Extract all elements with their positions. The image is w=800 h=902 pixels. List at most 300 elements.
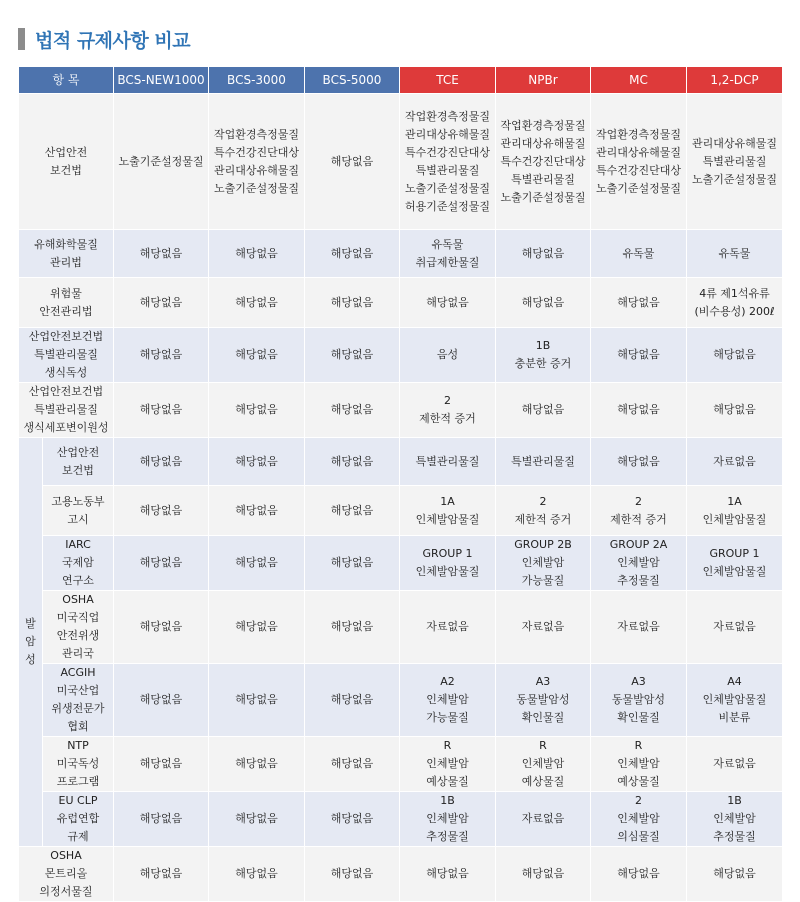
- table-cell: [209, 737, 305, 792]
- cell-value-line: 자료없음: [713, 620, 756, 633]
- table-cell: [687, 278, 783, 328]
- row-label-line: ACGIH: [60, 666, 96, 679]
- table-cell: [400, 486, 496, 536]
- row-label-line: 의정서물질: [39, 885, 93, 898]
- cell-value-line: 허용기준설정물질: [404, 199, 490, 213]
- page-title: 법적 규제사항 비교: [35, 29, 191, 52]
- cell-value-line: R: [634, 739, 643, 752]
- cell-value-line: 인체발암: [521, 757, 565, 770]
- header-npbr: NPBr: [496, 67, 591, 94]
- row-label-line: 협회: [67, 720, 89, 733]
- row-label-line: 위험물: [50, 286, 82, 300]
- table-cell: [687, 847, 783, 902]
- cell-value-line: 해당없음: [617, 348, 660, 361]
- cell-value-line: 유독물: [622, 246, 655, 260]
- table-cell: [400, 230, 496, 278]
- table-cell: [591, 383, 687, 438]
- row-label: [43, 591, 114, 664]
- row-label-line: 산업안전: [44, 145, 88, 159]
- table-cell: [114, 94, 209, 230]
- cell-value-line: 노출기준설정물질: [500, 190, 586, 204]
- table-cell: [114, 328, 209, 383]
- table-cell: [400, 664, 496, 737]
- cell-value-line: GROUP 1: [709, 547, 760, 560]
- header-tce: TCE: [400, 67, 496, 94]
- cell-value-line: 인체발암물질: [702, 565, 767, 578]
- cell-value-line: 특별관리물질: [415, 163, 480, 177]
- row-label-line: 관리법: [50, 255, 82, 269]
- cell-value-line: 해당없음: [330, 348, 374, 361]
- table-cell: [305, 94, 400, 230]
- table-body: [19, 94, 783, 902]
- table-cell: [400, 94, 496, 230]
- table-cell: [305, 486, 400, 536]
- table-cell: [400, 792, 496, 847]
- row-label-line: 특별관리물질: [34, 348, 98, 361]
- cell-value-line: 해당없음: [713, 348, 756, 361]
- table-cell: [305, 591, 400, 664]
- header-bcs-new1000: BCS-NEW1000: [114, 67, 209, 94]
- cell-value-line: 해당없음: [330, 154, 374, 168]
- row-label-line: NTP: [67, 739, 89, 752]
- cell-value-line: 노출기준설정물질: [118, 154, 204, 168]
- table-cell: [687, 230, 783, 278]
- table-row: [19, 230, 783, 278]
- cell-value-line: 추정물질: [713, 830, 756, 843]
- cell-value-line: 자료없음: [521, 620, 565, 633]
- row-label-line: 고용노동부: [51, 494, 105, 508]
- table-row: [19, 737, 783, 792]
- table-cell: [114, 737, 209, 792]
- row-label-line: 몬트리올: [44, 867, 88, 880]
- row-label: [43, 737, 114, 792]
- cell-value-line: 인체발암: [426, 757, 469, 770]
- cell-value-line: 해당없음: [235, 867, 278, 880]
- cell-value-line: 동물발암성: [611, 693, 666, 706]
- table-cell: [305, 328, 400, 383]
- cell-value-line: 동물발암성: [516, 693, 570, 706]
- table-cell: [496, 664, 591, 737]
- cell-value-line: 해당없음: [617, 403, 660, 416]
- table-row: [19, 847, 783, 902]
- section-title: [18, 26, 190, 52]
- cell-value-line: 해당없음: [139, 503, 183, 517]
- table-cell: [496, 383, 591, 438]
- cell-value-line: 제한적 증거: [610, 512, 667, 526]
- table-cell: [114, 536, 209, 591]
- cell-value-line: 확인물질: [521, 711, 565, 724]
- row-label-line: EU CLP: [58, 794, 98, 807]
- cell-value-line: 자료없음: [426, 620, 469, 633]
- table-cell: [209, 94, 305, 230]
- header-item: 항 목: [19, 67, 114, 94]
- cell-value-line: 특수건강진단대상: [213, 145, 299, 159]
- cell-value-line: 해당없음: [330, 556, 374, 569]
- table-row: [19, 792, 783, 847]
- table-cell: [209, 591, 305, 664]
- row-label-line: 국제암: [62, 556, 94, 569]
- table-cell: [209, 438, 305, 486]
- cell-value-line: 음성: [436, 348, 459, 361]
- cell-value-line: 해당없음: [235, 295, 278, 309]
- cell-value-line: 해당없음: [617, 454, 660, 468]
- cell-value-line: 2: [635, 494, 642, 508]
- table-cell: [591, 737, 687, 792]
- cell-value-line: 해당없음: [330, 454, 374, 468]
- row-label-line: 프로그램: [56, 775, 100, 788]
- cell-value-line: 해당없음: [139, 295, 183, 309]
- table-cell: [687, 591, 783, 664]
- table-cell: [496, 438, 591, 486]
- row-label: [19, 847, 114, 902]
- cell-value-line: 해당없음: [235, 620, 278, 633]
- row-label: [19, 328, 114, 383]
- cell-value-line: GROUP 2B: [514, 538, 572, 551]
- table-cell: [687, 737, 783, 792]
- table-cell: [305, 278, 400, 328]
- table-cell: [591, 847, 687, 902]
- row-label-line: 안전위생: [56, 629, 100, 642]
- row-label-line: 위생전문가: [51, 702, 105, 715]
- table-row: [19, 278, 783, 328]
- row-label-line: 규제: [67, 830, 89, 843]
- row-label-line: 연구소: [62, 574, 94, 587]
- table-cell: [114, 438, 209, 486]
- cell-value-line: 충분한 증거: [514, 357, 572, 370]
- cell-value-line: 해당없음: [330, 867, 374, 880]
- cell-value-line: R: [539, 739, 547, 752]
- cell-value-line: 관리대상유해물질: [595, 145, 681, 159]
- table-cell: [496, 486, 591, 536]
- cell-value-line: 관리대상유해물질: [500, 136, 586, 150]
- cell-value-line: 가능물질: [521, 574, 565, 587]
- cell-value-line: 인체발암물질: [702, 693, 767, 706]
- table-cell: [687, 438, 783, 486]
- table-cell: [114, 486, 209, 536]
- cell-value-line: 해당없음: [330, 620, 374, 633]
- cell-value-line: 노출기준설정물질: [595, 181, 681, 195]
- cell-value-line: 인체발암: [521, 556, 565, 569]
- cell-value-line: GROUP 1: [422, 547, 473, 560]
- header-row: [19, 67, 783, 94]
- cell-value-line: 1A: [727, 494, 742, 508]
- table-cell: [209, 664, 305, 737]
- cell-value-line: 해당없음: [330, 246, 374, 260]
- cell-value-line: 작업환경측정물질: [595, 127, 681, 141]
- table-row: [19, 536, 783, 591]
- row-label-line: 산업안전: [56, 445, 100, 459]
- header-bcs-3000: BCS-3000: [209, 67, 305, 94]
- table-cell: [496, 737, 591, 792]
- cell-value-line: 인체발암물질: [415, 565, 480, 578]
- cell-value-line: 해당없음: [139, 348, 183, 361]
- cell-value-line: 노출기준설정물질: [404, 181, 490, 195]
- cell-value-line: GROUP 2A: [609, 538, 668, 551]
- table-cell: [114, 847, 209, 902]
- cell-value-line: 인체발암물질: [415, 512, 480, 526]
- row-label-line: 유럽연합: [56, 812, 100, 825]
- table-cell: [687, 94, 783, 230]
- cell-value-line: 2: [444, 394, 451, 407]
- table-cell: [305, 230, 400, 278]
- table-row: [19, 438, 783, 486]
- row-label: [43, 486, 114, 536]
- row-label: [43, 438, 114, 486]
- cell-value-line: 해당없음: [426, 867, 469, 880]
- cell-value-line: 해당없음: [235, 693, 278, 706]
- cell-value-line: A2: [440, 675, 455, 688]
- row-label: [43, 664, 114, 737]
- table-cell: [400, 328, 496, 383]
- cell-value-line: 4류 제1석유류: [699, 286, 770, 300]
- cell-value-line: 해당없음: [521, 867, 565, 880]
- table-cell: [209, 847, 305, 902]
- cell-value-line: 해당없음: [235, 757, 278, 770]
- row-label-line: 생식독성: [44, 366, 88, 379]
- table-cell: [400, 737, 496, 792]
- cell-value-line: 해당없음: [235, 556, 278, 569]
- cell-value-line: 인체발암: [713, 812, 756, 825]
- cell-value-line: 인체발암: [426, 812, 469, 825]
- cell-value-line: 해당없음: [521, 403, 565, 416]
- carcinogenicity-group-label: [19, 438, 43, 847]
- row-label-line: 생식세포변이원성: [23, 421, 109, 434]
- cell-value-line: A4: [727, 675, 742, 688]
- cell-value-line: 2: [539, 494, 547, 508]
- table-cell: [687, 792, 783, 847]
- table-cell: [305, 847, 400, 902]
- cell-value-line: 비분류: [718, 711, 751, 724]
- row-label-line: 특별관리물질: [34, 403, 98, 416]
- group-label-char: 발: [25, 617, 36, 630]
- table-cell: [591, 591, 687, 664]
- cell-value-line: 예상물질: [617, 775, 660, 788]
- cell-value-line: 유독물: [718, 246, 751, 260]
- table-cell: [209, 383, 305, 438]
- cell-value-line: 추정물질: [617, 574, 660, 587]
- cell-value-line: 해당없음: [235, 403, 278, 416]
- table-cell: [114, 278, 209, 328]
- table-cell: [687, 383, 783, 438]
- table-cell: [591, 328, 687, 383]
- table-cell: [400, 438, 496, 486]
- cell-value-line: 노출기준설정물질: [691, 172, 777, 186]
- cell-value-line: 작업환경측정물질: [404, 109, 490, 123]
- table-cell: [591, 486, 687, 536]
- cell-value-line: 특별관리물질: [511, 172, 575, 186]
- cell-value-line: 작업환경측정물질: [500, 118, 586, 132]
- cell-value-line: 해당없음: [235, 503, 278, 517]
- cell-value-line: 인체발암: [617, 556, 660, 569]
- row-label-line: 미국독성: [56, 757, 100, 770]
- cell-value-line: 인체발암물질: [702, 512, 767, 526]
- row-label-line: 미국직업: [56, 611, 100, 624]
- cell-value-line: 해당없음: [139, 246, 183, 260]
- cell-value-line: 해당없음: [235, 246, 278, 260]
- group-label-char: 성: [25, 653, 36, 666]
- table-cell: [591, 792, 687, 847]
- table-cell: [591, 664, 687, 737]
- table-cell: [687, 536, 783, 591]
- row-label-line: 산업안전보건법: [28, 330, 104, 343]
- cell-value-line: 인체발암: [617, 812, 660, 825]
- table-cell: [305, 792, 400, 847]
- cell-value-line: 자료없음: [617, 620, 660, 633]
- cell-value-line: 제한적 증거: [514, 512, 572, 526]
- table-row: [19, 664, 783, 737]
- row-label-line: 보건법: [62, 463, 94, 477]
- cell-value-line: 해당없음: [139, 556, 183, 569]
- table-cell: [400, 847, 496, 902]
- cell-value-line: 특수건강진단대상: [500, 154, 586, 168]
- cell-value-line: 예상물질: [521, 775, 565, 788]
- table-cell: [114, 230, 209, 278]
- cell-value-line: 2: [635, 794, 642, 807]
- table-cell: [209, 792, 305, 847]
- row-label-line: 고시: [67, 512, 89, 526]
- table-cell: [305, 664, 400, 737]
- table-cell: [305, 536, 400, 591]
- table-cell: [496, 847, 591, 902]
- cell-value-line: 해당없음: [139, 867, 183, 880]
- table-cell: [209, 536, 305, 591]
- cell-value-line: 특별관리물질: [415, 454, 480, 468]
- table-cell: [400, 383, 496, 438]
- cell-value-line: 해당없음: [713, 403, 756, 416]
- cell-value-line: 1B: [535, 339, 551, 352]
- cell-value-line: 인체발암: [617, 757, 660, 770]
- cell-value-line: 해당없음: [330, 403, 374, 416]
- table-cell: [496, 94, 591, 230]
- table-row: [19, 328, 783, 383]
- table-cell: [496, 536, 591, 591]
- table-row: [19, 383, 783, 438]
- cell-value-line: 의심물질: [617, 830, 660, 843]
- table-cell: [687, 328, 783, 383]
- header-bcs-5000: BCS-5000: [305, 67, 400, 94]
- cell-value-line: 인체발암: [426, 693, 469, 706]
- row-label-line: 보건법: [50, 163, 82, 177]
- cell-value-line: 해당없음: [235, 812, 278, 825]
- cell-value-line: 해당없음: [521, 295, 565, 309]
- cell-value-line: 제한적 증거: [419, 412, 476, 425]
- cell-value-line: 취급제한물질: [415, 255, 480, 269]
- cell-value-line: 예상물질: [426, 775, 469, 788]
- row-label-line: 미국산업: [56, 684, 100, 697]
- table-cell: [496, 230, 591, 278]
- table-cell: [209, 486, 305, 536]
- row-label: [19, 94, 114, 230]
- table-cell: [591, 438, 687, 486]
- cell-value-line: 특수건강진단대상: [595, 163, 681, 177]
- cell-value-line: 해당없음: [521, 246, 565, 260]
- row-label-line: 안전관리법: [39, 304, 93, 318]
- header-12-dcp: 1,2-DCP: [687, 67, 783, 94]
- title-accent-bar: [18, 28, 25, 50]
- table-cell: [591, 230, 687, 278]
- cell-value-line: 해당없음: [713, 867, 756, 880]
- cell-value-line: 해당없음: [235, 348, 278, 361]
- cell-value-line: 확인물질: [617, 711, 660, 724]
- cell-value-line: 관리대상유해물질: [691, 136, 777, 150]
- table-cell: [209, 328, 305, 383]
- row-label-line: 관리국: [62, 647, 94, 660]
- cell-value-line: 노출기준설정물질: [213, 181, 299, 195]
- table-cell: [496, 792, 591, 847]
- cell-value-line: 해당없음: [617, 867, 660, 880]
- cell-value-line: 유독물: [431, 237, 464, 251]
- table-row: [19, 94, 783, 230]
- cell-value-line: 가능물질: [426, 711, 469, 724]
- cell-value-line: 1A: [440, 494, 455, 508]
- cell-value-line: 해당없음: [139, 454, 183, 468]
- table-cell: [114, 664, 209, 737]
- cell-value-line: 1B: [727, 794, 742, 807]
- cell-value-line: 해당없음: [139, 620, 183, 633]
- table-cell: [687, 486, 783, 536]
- table-cell: [591, 278, 687, 328]
- cell-value-line: 해당없음: [330, 503, 374, 517]
- cell-value-line: 해당없음: [330, 812, 374, 825]
- cell-value-line: 해당없음: [139, 693, 183, 706]
- header-mc: MC: [591, 67, 687, 94]
- table-row: [19, 486, 783, 536]
- cell-value-line: 1B: [440, 794, 455, 807]
- row-label-line: IARC: [65, 538, 91, 551]
- cell-value-line: 관리대상유해물질: [213, 163, 299, 177]
- row-label: [19, 278, 114, 328]
- table-cell: [591, 536, 687, 591]
- table-cell: [496, 328, 591, 383]
- row-label-line: OSHA: [50, 849, 82, 862]
- cell-value-line: 해당없음: [139, 403, 183, 416]
- table-cell: [305, 737, 400, 792]
- table-cell: [400, 591, 496, 664]
- row-label-line: 산업안전보건법: [28, 385, 104, 398]
- cell-value-line: A3: [631, 675, 646, 688]
- cell-value-line: 해당없음: [617, 295, 660, 309]
- table-cell: [591, 94, 687, 230]
- cell-value-line: 추정물질: [426, 830, 469, 843]
- cell-value-line: 작업환경측정물질: [213, 127, 299, 141]
- table-cell: [496, 591, 591, 664]
- table-cell: [209, 278, 305, 328]
- cell-value-line: 관리대상유해물질: [404, 127, 490, 141]
- cell-value-line: 해당없음: [139, 757, 183, 770]
- row-label-line: 유해화학물질: [34, 237, 98, 251]
- table-cell: [114, 383, 209, 438]
- cell-value-line: 자료없음: [521, 812, 565, 825]
- cell-value-line: 해당없음: [330, 757, 374, 770]
- table-cell: [114, 591, 209, 664]
- table-cell: [305, 438, 400, 486]
- cell-value-line: 특별관리물질: [702, 154, 767, 168]
- cell-value-line: (비수용성) 200ℓ: [694, 304, 775, 318]
- cell-value-line: R: [443, 739, 452, 752]
- cell-value-line: 해당없음: [330, 295, 374, 309]
- table-cell: [400, 278, 496, 328]
- cell-value-line: 특수건강진단대상: [404, 145, 490, 159]
- cell-value-line: A3: [535, 675, 551, 688]
- cell-value-line: 특별관리물질: [511, 454, 575, 468]
- cell-value-line: 해당없음: [235, 454, 278, 468]
- row-label-line: OSHA: [62, 593, 94, 606]
- group-label-char: 암: [25, 635, 36, 648]
- table-cell: [114, 792, 209, 847]
- cell-value-line: 해당없음: [139, 812, 183, 825]
- table-cell: [209, 230, 305, 278]
- cell-value-line: 자료없음: [713, 757, 756, 770]
